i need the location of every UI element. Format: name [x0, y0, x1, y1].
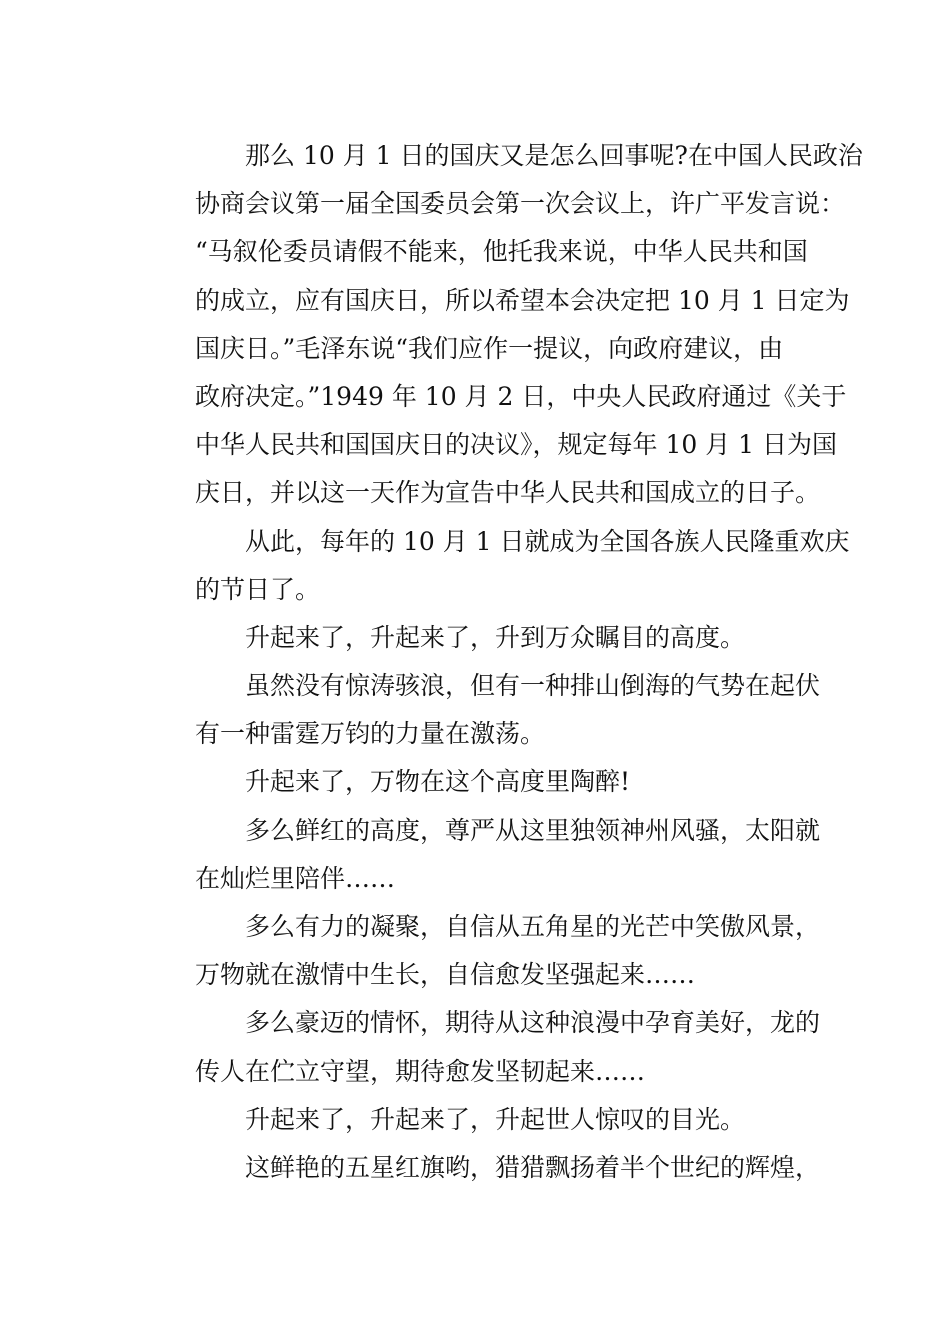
text-line: 升起来了，万物在这个高度里陶醉!	[245, 767, 631, 797]
text-line: 万物就在激情中生长，自信愈发坚强起来……	[195, 960, 696, 990]
text-line: 多么有力的凝聚，自信从五角星的光芒中笑傲风景，	[245, 912, 821, 941]
text-line: 虽然没有惊涛骇浪，但有一种排山倒海的气势在起伏	[245, 671, 821, 701]
text-line: 有一种雷霆万钧的力量在激荡。	[195, 719, 546, 749]
text-line: “马叙伦委员请假不能来，他托我来说，中华人民共和国	[195, 237, 808, 267]
text-line: 这鲜艳的五星红旗哟，猎猎飘扬着半个世纪的辉煌，	[245, 1152, 821, 1182]
text-line: 多么豪迈的情怀，期待从这种浪漫中孕育美好，龙的	[245, 1008, 821, 1038]
paragraph-cohesion	[145, 903, 821, 999]
text-line: 的节日了。	[195, 574, 321, 604]
text-line: 从此，每年的 10 月 1 日就成为全国各族人民隆重欢庆	[245, 526, 850, 556]
paragraph-rising	[145, 614, 810, 662]
text-line: 在灿烂里陪伴……	[195, 863, 396, 893]
paragraph-national-day-origin	[145, 132, 863, 518]
paragraph-gaze	[145, 1096, 810, 1144]
document-body	[145, 132, 863, 1192]
text-line: 那么 10 月 1 日的国庆又是怎么回事呢?在中国人民政治	[245, 141, 863, 170]
paragraph-festival	[145, 518, 850, 614]
paragraph-heroic	[145, 999, 821, 1095]
paragraph-momentum	[145, 662, 821, 758]
paragraph-intoxicated	[145, 758, 810, 806]
text-line: 政府决定。”1949 年 10 月 2 日，中央人民政府通过《关于	[195, 381, 847, 411]
text-line: 多么鲜红的高度，尊严从这里独领神州风骚，太阳就	[245, 815, 821, 845]
text-line: 庆日，并以这一天作为宣告中华人民共和国成立的日子。	[195, 478, 821, 508]
text-line: 中华人民共和国国庆日的决议》，规定每年 10 月 1 日为国	[195, 430, 838, 460]
paragraph-flag	[145, 1144, 821, 1192]
text-line: 升起来了，升起来了，升起世人惊叹的目光。	[245, 1104, 746, 1134]
text-line: 协商会议第一届全国委员会第一次会议上，许广平发言说：	[195, 189, 846, 219]
paragraph-bright-red	[145, 807, 821, 903]
text-line: 升起来了，升起来了，升到万众瞩目的高度。	[245, 622, 746, 652]
text-line: 传人在伫立守望，期待愈发坚韧起来……	[195, 1056, 646, 1086]
text-line: 国庆日。”毛泽东说“我们应作一提议，向政府建议，由	[195, 333, 784, 363]
text-line: 的成立，应有国庆日，所以希望本会决定把 10 月 1 日定为	[195, 285, 850, 315]
